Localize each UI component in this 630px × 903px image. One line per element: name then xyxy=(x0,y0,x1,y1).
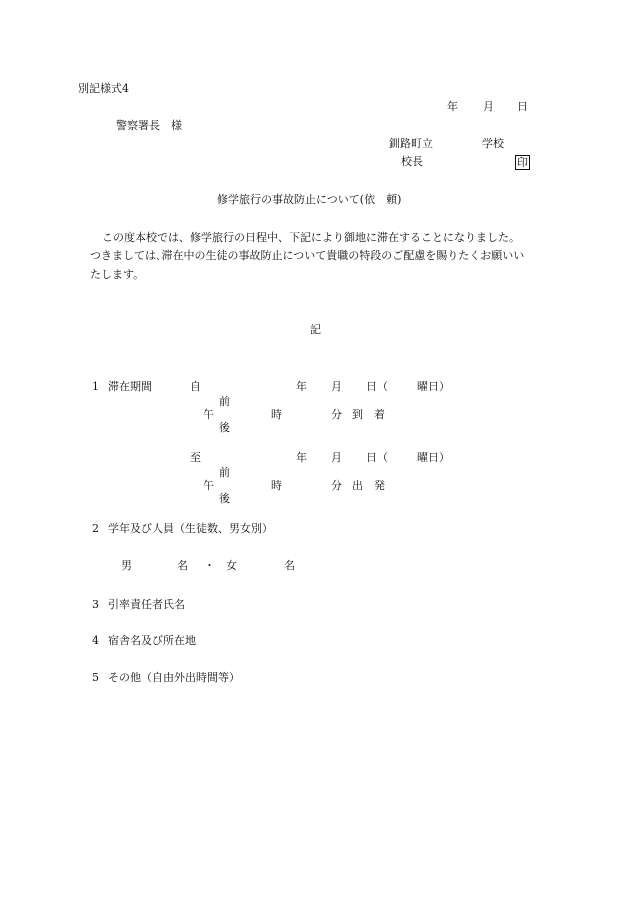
date-month-label: 月 xyxy=(483,100,494,113)
body-line-3: たします。 xyxy=(90,268,145,281)
arrive-label: 到 着 xyxy=(352,408,385,421)
female-label: 女 xyxy=(226,559,237,572)
item3-label: 引率責任者氏名 xyxy=(108,598,185,611)
date-day-label: 日 xyxy=(517,100,528,113)
from-pm-label: 後 xyxy=(219,421,230,434)
to-minute-label: 分 xyxy=(331,479,342,492)
document-title: 修学旅行の事故防止について(依 頼) xyxy=(217,193,402,206)
item3-number: 3 xyxy=(92,598,99,611)
to-month-label: 月 xyxy=(331,451,342,464)
to-weekday-label: 曜日） xyxy=(417,451,450,464)
item5-number: 5 xyxy=(92,671,99,684)
from-minute-label: 分 xyxy=(331,408,342,421)
principal-label: 校長 xyxy=(401,155,423,168)
from-month-label: 月 xyxy=(331,380,342,393)
seal-stamp: 印 xyxy=(517,156,528,169)
to-hour-label: 時 xyxy=(271,479,282,492)
school-prefix: 釧路町立 xyxy=(389,137,433,150)
body-line-2: つきましては､滞在中の生徒の事故防止について貴職の特段のご配慮を賜りたくお願いい xyxy=(90,249,525,262)
female-count-unit: 名 xyxy=(284,559,295,572)
item4-number: 4 xyxy=(92,634,99,647)
item1-number: 1 xyxy=(92,380,99,393)
from-weekday-label: 曜日） xyxy=(417,380,450,393)
from-meridiem-label: 午 xyxy=(203,408,214,421)
item5-label: その他（自由外出時間等） xyxy=(108,671,240,684)
to-pm-label: 後 xyxy=(219,492,230,505)
to-label: 至 xyxy=(190,451,201,464)
from-am-label: 前 xyxy=(219,395,230,408)
ki-heading: 記 xyxy=(310,323,321,336)
school-suffix: 学校 xyxy=(482,137,504,150)
item2-number: 2 xyxy=(92,522,99,535)
to-am-label: 前 xyxy=(219,466,230,479)
date-year-label: 年 xyxy=(447,100,458,113)
separator-dot: ・ xyxy=(204,559,215,572)
form-label: 別記様式4 xyxy=(78,82,129,95)
male-count-unit: 名 xyxy=(177,559,188,572)
from-label: 自 xyxy=(190,380,201,393)
item1-label: 滞在期間 xyxy=(108,380,152,393)
from-year-label: 年 xyxy=(296,380,307,393)
male-label: 男 xyxy=(121,559,132,572)
addressee: 警察署長 様 xyxy=(116,119,182,132)
from-hour-label: 時 xyxy=(271,408,282,421)
body-line-1: この度本校では、修学旅行の日程中、下記により御地に滞在することになりました。 xyxy=(102,231,520,244)
depart-label: 出 発 xyxy=(352,479,385,492)
item2-label: 学年及び人員（生徒数、男女別） xyxy=(108,522,273,535)
to-year-label: 年 xyxy=(296,451,307,464)
item4-label: 宿舎名及び所在地 xyxy=(108,634,196,647)
from-day-label: 日（ xyxy=(366,380,388,393)
to-meridiem-label: 午 xyxy=(203,479,214,492)
to-day-label: 日（ xyxy=(366,451,388,464)
